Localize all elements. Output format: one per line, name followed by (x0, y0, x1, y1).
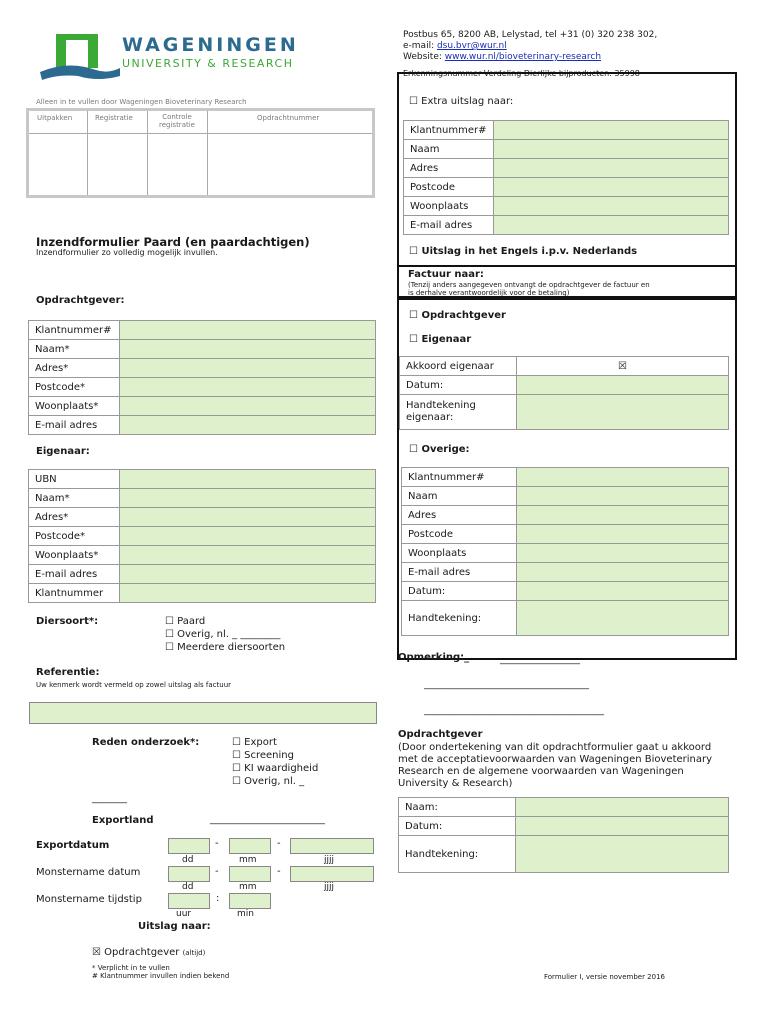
eigenaar-table (28, 469, 376, 603)
footnote-version: Formulier I, versie november 2016 (544, 973, 665, 981)
ex-label-naam: Naam (404, 140, 494, 159)
ov-label-naam: Naam (402, 487, 517, 506)
referentie-heading: Referentie: (36, 667, 100, 678)
office-header-registratie: Registratie (95, 114, 133, 122)
eig-input-woonplaats[interactable] (120, 546, 376, 565)
ex-label-klantnummer: Klantnummer# (404, 121, 494, 140)
og-input-adres[interactable] (120, 359, 376, 378)
monstername-mm-caption: mm (239, 882, 257, 892)
ex-input-adres[interactable] (493, 159, 728, 178)
org-email-line (403, 41, 507, 51)
ov-label-handtekening: Handtekening: (402, 601, 517, 636)
opdrachtgever-table (28, 320, 376, 435)
akkoord-eigenaar-checkbox[interactable]: ☒ (517, 357, 729, 376)
ex-input-postcode[interactable] (493, 178, 728, 197)
ov-input-adres[interactable] (517, 506, 729, 525)
monstername-min[interactable] (229, 893, 271, 909)
exportdatum-dd[interactable] (168, 838, 210, 854)
monstername-datum-label: Monstername datum (36, 867, 141, 878)
footnote-klantnummer: # Klantnummer invullen indien bekend (92, 972, 230, 980)
ov-input-handtekening[interactable] (517, 601, 729, 636)
referentie-note: Uw kenmerk wordt vermeld op zowel uitslag als factuur (36, 681, 232, 689)
opmerking-line-2[interactable]: _________________________________ (424, 679, 589, 690)
office-header-uitpakken: Uitpakken (37, 114, 73, 122)
ov-label-woonplaats: Woonplaats (402, 544, 517, 563)
eig-input-klantnummer[interactable] (120, 584, 376, 603)
factuur-option-opdrachtgever[interactable]: ☐ Opdrachtgever (409, 310, 506, 321)
eig-input-ubn[interactable] (120, 470, 376, 489)
exportdatum-mm-caption: mm (239, 855, 257, 865)
agreement-naam-input[interactable] (516, 798, 729, 817)
exportdatum-label: Exportdatum (36, 840, 110, 851)
agreement-handtekening-input[interactable] (516, 836, 729, 873)
website-link[interactable]: www.wur.nl/bioveterinary-research (444, 52, 602, 62)
monstername-jjjj[interactable] (290, 866, 374, 882)
og-label-naam: Naam* (29, 340, 120, 359)
recognition-number: Erkenningsnummer Verdeling Dierlijke bijproducten: 35998 (403, 69, 640, 78)
reden-option-screening[interactable]: ☐ Screening (232, 750, 294, 761)
english-option[interactable]: ☐ Uitslag in het Engels i.p.v. Nederlands (409, 246, 638, 257)
eig-label-woonplaats: Woonplaats* (29, 546, 120, 565)
eig-label-adres: Adres* (29, 508, 120, 527)
uitslag-option-note: (altijd) (182, 949, 206, 957)
extra-uitslag-table (403, 120, 729, 235)
ex-input-woonplaats[interactable] (493, 197, 728, 216)
uitslag-option-opdrachtgever[interactable] (92, 947, 205, 958)
monstername-uur-caption: uur (176, 909, 192, 919)
extra-uitslag-heading[interactable]: ☐ Extra uitslag naar: (409, 96, 514, 107)
agreement-text-4: University & Research) (398, 778, 513, 789)
ex-label-email: E-mail adres (404, 216, 494, 235)
office-table (26, 108, 375, 198)
opmerking-line-3[interactable]: ____________________________________ (424, 705, 604, 716)
opmerking-label: Opmerking:_ (398, 652, 470, 663)
factuur-note-2-clip (399, 289, 733, 296)
monstername-dash-1: - (215, 866, 219, 877)
reden-option-export[interactable]: ☐ Export (232, 737, 277, 748)
agreement-handtekening-label: Handtekening: (399, 836, 516, 873)
overige-table (401, 467, 729, 636)
factuur-note-1: (Tenzij anders aangegeven ontvangt de opdrachtgever de factuur en (408, 281, 650, 289)
eig-label-email: E-mail adres (29, 565, 120, 584)
org-name: WAGENINGEN (122, 34, 299, 56)
uitslag-option-label: ☒ Opdrachtgever (92, 947, 180, 958)
exportdatum-dash-2: - (277, 838, 281, 849)
agreement-sign-table (398, 797, 729, 873)
akkoord-handtekening-input[interactable] (517, 395, 729, 430)
org-subtitle: UNIVERSITY & RESEARCH (122, 57, 294, 70)
eig-input-email[interactable] (120, 565, 376, 584)
office-header-opdrachtnummer: Opdrachtnummer (257, 114, 320, 122)
uitslag-heading: Uitslag naar: (138, 921, 211, 932)
form-title: Inzendformulier Paard (en paardachtigen) (36, 235, 310, 249)
ov-input-postcode[interactable] (517, 525, 729, 544)
eig-input-postcode[interactable] (120, 527, 376, 546)
akkoord-datum-label: Datum: (400, 376, 517, 395)
monstername-colon: : (216, 893, 220, 904)
ex-label-woonplaats: Woonplaats (404, 197, 494, 216)
og-input-klantnummer[interactable] (120, 321, 376, 340)
ex-input-email[interactable] (493, 216, 728, 235)
ov-input-woonplaats[interactable] (517, 544, 729, 563)
org-address: Postbus 65, 8200 AB, Lelystad, tel +31 (0) 320 238 302, (403, 30, 658, 40)
ex-label-postcode: Postcode (404, 178, 494, 197)
ex-input-naam[interactable] (493, 140, 728, 159)
akkoord-eigenaar-label: Akkoord eigenaar (400, 357, 517, 376)
diersoort-option-paard[interactable]: ☐ Paard (165, 616, 206, 627)
exportdatum-jjjj[interactable] (290, 838, 374, 854)
factuur-option-overige[interactable]: ☐ Overige: (409, 444, 470, 455)
monstername-jjjj-caption: jjjj (324, 882, 335, 892)
agreement-datum-label: Datum: (399, 817, 516, 836)
reden-option-ki[interactable]: ☐ KI waardigheid (232, 763, 319, 774)
ov-label-klantnummer: Klantnummer# (402, 468, 517, 487)
ov-label-datum: Datum: (402, 582, 517, 601)
diersoort-label: Diersoort*: (36, 616, 99, 627)
reden-overig-line: _______ (92, 793, 127, 804)
monstername-tijd-label: Monstername tijdstip (36, 894, 142, 905)
eig-label-postcode: Postcode* (29, 527, 120, 546)
email-label: e-mail: (403, 41, 437, 51)
og-label-klantnummer: Klantnummer# (29, 321, 120, 340)
exportdatum-dd-caption: dd (182, 855, 194, 865)
org-website-line (403, 52, 601, 62)
office-header-controle: Controle registratie (159, 113, 195, 129)
opdrachtgever-heading: Opdrachtgever: (36, 295, 125, 306)
og-input-naam[interactable] (120, 340, 376, 359)
exportdatum-jjjj-caption: jjjj (324, 855, 335, 865)
factuur-note-2: is derhalve verantwoordelijk voor de betaling) (408, 289, 570, 296)
akkoord-datum-input[interactable] (517, 376, 729, 395)
office-caption: Alleen in te vullen door Wageningen Bioveterinary Research (36, 98, 247, 106)
eig-label-ubn: UBN (29, 470, 120, 489)
akkoord-handtekening-label: Handtekening eigenaar: (400, 395, 517, 430)
eig-input-adres[interactable] (120, 508, 376, 527)
email-link[interactable]: dsu.bvr@wur.nl (436, 41, 507, 51)
footnote-required: * Verplicht in te vullen (92, 964, 170, 972)
factuur-heading: Factuur naar: (408, 269, 484, 280)
monstername-mm[interactable] (229, 866, 271, 882)
agreement-text-1: (Door ondertekening van dit opdrachtformulier gaat u akkoord (398, 742, 712, 753)
ov-input-klantnummer[interactable] (517, 468, 729, 487)
og-input-email[interactable] (120, 416, 376, 435)
ex-input-klantnummer[interactable] (493, 121, 728, 140)
diersoort-option-overig[interactable]: ☐ Overig, nl. _ ________ (165, 629, 281, 640)
ov-input-datum[interactable] (517, 582, 729, 601)
agreement-naam-label: Naam: (399, 798, 516, 817)
eig-label-klantnummer: Klantnummer (29, 584, 120, 603)
ov-label-email: E-mail adres (402, 563, 517, 582)
eigenaar-heading: Eigenaar: (36, 446, 90, 457)
diersoort-option-meerdere[interactable]: ☐ Meerdere diersoorten (165, 642, 286, 653)
opmerking-line-1[interactable]: ________________ (500, 654, 580, 665)
monstername-dd-caption: dd (182, 882, 194, 892)
form-subtitle: Inzendformulier zo volledig mogelijk invullen. (36, 248, 218, 257)
wur-logo-mark (38, 30, 123, 85)
og-input-postcode[interactable] (120, 378, 376, 397)
ov-label-postcode: Postcode (402, 525, 517, 544)
monstername-min-caption: min (237, 909, 254, 919)
monstername-dash-2: - (277, 866, 281, 877)
agreement-text-2: met de acceptatievoorwaarden van Wageningen Bioveterinary (398, 754, 713, 765)
eig-input-naam[interactable] (120, 489, 376, 508)
og-label-email: E-mail adres (29, 416, 120, 435)
monstername-dd[interactable] (168, 866, 210, 882)
eig-label-naam: Naam* (29, 489, 120, 508)
referentie-input[interactable] (29, 702, 377, 724)
og-label-adres: Adres* (29, 359, 120, 378)
reden-option-overig[interactable]: ☐ Overig, nl. _ (232, 776, 305, 787)
ov-label-adres: Adres (402, 506, 517, 525)
exportland-line[interactable]: _______________________ (210, 814, 325, 825)
agreement-datum-input[interactable] (516, 817, 729, 836)
og-input-woonplaats[interactable] (120, 397, 376, 416)
og-label-woonplaats: Woonplaats* (29, 397, 120, 416)
ov-input-naam[interactable] (517, 487, 729, 506)
monstername-uur[interactable] (168, 893, 210, 909)
og-label-postcode: Postcode* (29, 378, 120, 397)
ov-input-email[interactable] (517, 563, 729, 582)
website-label: Website: (403, 52, 445, 62)
exportdatum-mm[interactable] (229, 838, 271, 854)
wur-logo (38, 30, 313, 85)
akkoord-table (399, 356, 729, 430)
exportland-label: Exportland (92, 815, 154, 826)
ex-label-adres: Adres (404, 159, 494, 178)
agreement-text-3: Research en de algemene voorwaarden van Wageningen (398, 766, 684, 777)
exportdatum-dash-1: - (215, 838, 219, 849)
agreement-heading: Opdrachtgever (398, 729, 483, 740)
factuur-option-eigenaar[interactable]: ☐ Eigenaar (409, 334, 472, 345)
reden-label: Reden onderzoek*: (92, 737, 200, 748)
